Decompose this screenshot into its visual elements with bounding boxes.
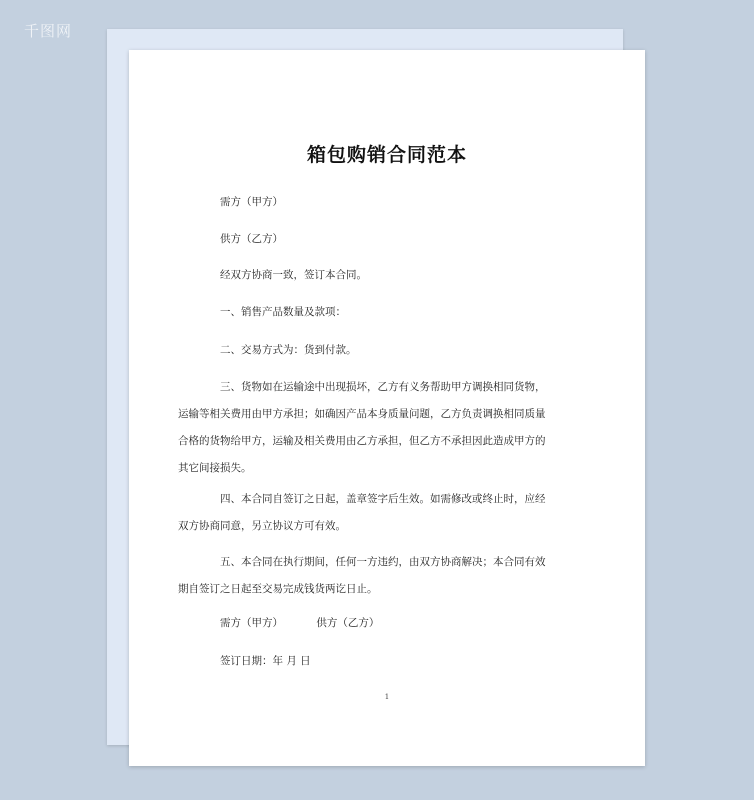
signature-row: [220, 610, 553, 637]
clause-5: 五、本合同在执行期间，任何一方违约，由双方协商解决；本合同有效期自签订之日起至交易完成钱货两讫日止。: [178, 556, 546, 595]
sign-party-a: 需方（甲方）: [220, 617, 283, 629]
sign-date: 签订日期：年 月 日: [220, 655, 311, 667]
clause-4: 四、本合同自签订之日起，盖章签字后生效。如需修改或终止时，应经双方协商同意，另立协议方可有效。: [178, 493, 546, 532]
document-page: [129, 50, 645, 766]
supplier-line: 供方（乙方）: [220, 233, 283, 245]
clause-1: 一、销售产品数量及款项：: [220, 306, 346, 318]
demander-line: 需方（甲方）: [220, 196, 283, 208]
intro-line: 经双方协商一致，签订本合同。: [220, 269, 367, 281]
document-title: 箱包购销合同范本: [306, 144, 467, 166]
clause-3: 三、货物如在运输途中出现损坏，乙方有义务帮助甲方调换相同货物，运输等相关费用由甲方承担；如确因产品本身质量问题，乙方负责调换相同质量合格的货物给甲方，运输及相关费用由乙方承担，但乙方不承担因此造成甲方的其它间接损失。: [178, 381, 546, 474]
clause-2: 二、交易方式为：货到付款。: [220, 344, 357, 356]
sign-party-b: 供方（乙方）: [316, 617, 380, 629]
watermark: 千图网: [24, 22, 73, 40]
page-number: 1: [384, 693, 390, 701]
